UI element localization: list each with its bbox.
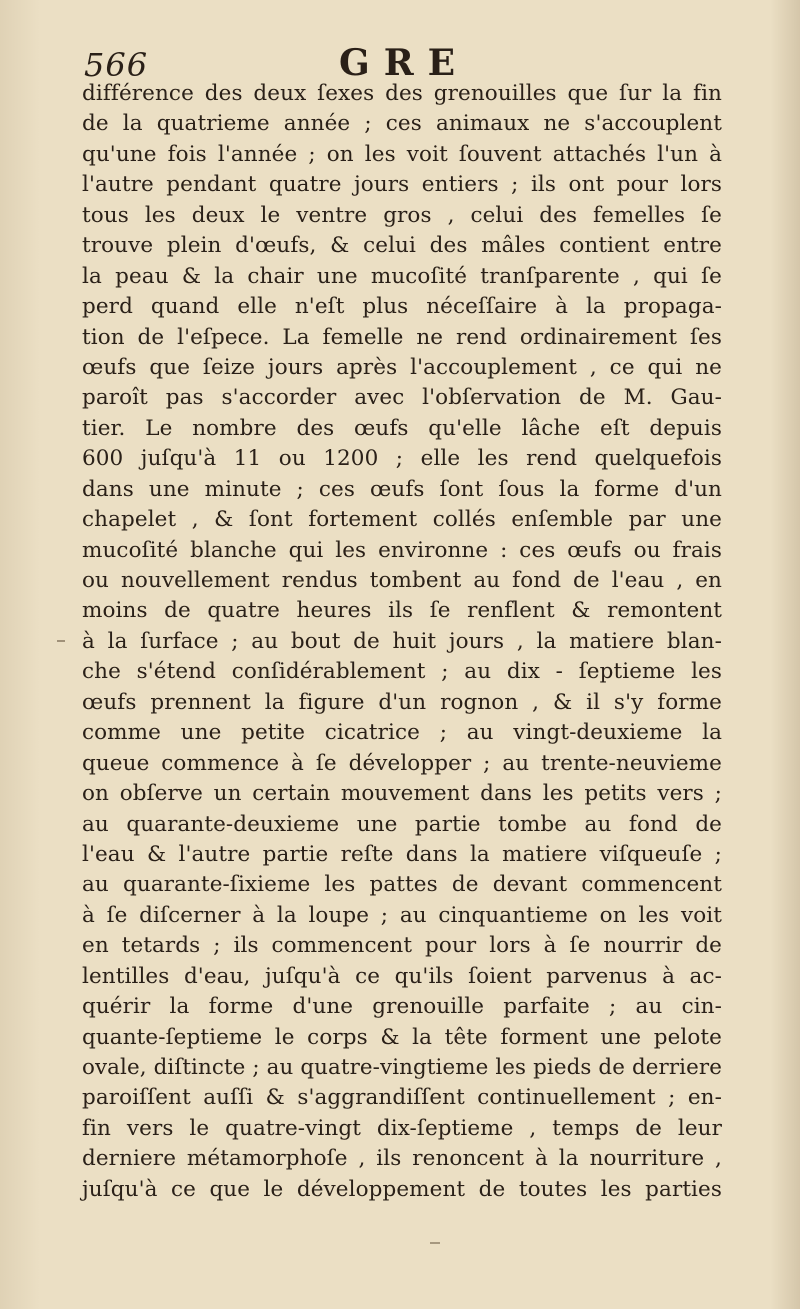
text-line: derniere métamorphoſe , ils renoncent à la nourriture , [82,1146,722,1172]
text-line: che s'étend conſidérablement ; au dix - ſeptieme les [82,659,722,685]
text-line: à la ſurface ; au bout de huit jours , la matiere blan- [82,628,722,654]
text-line: comme une petite cicatrice ; au vingt-deuxieme la [82,720,722,746]
text-line: qu'une fois l'année ; on les voit ſouvent attachés l'un à [82,141,722,167]
text-line: œufs que ſeize jours après l'accouplement , ce qui ne [82,354,722,380]
text-line: la peau & la chair une mucoſité tranſparente , qui ſe [82,263,722,289]
text-line: dans une minute ; ces œufs ſont ſous la forme d'un [82,476,722,502]
text-line: tier. Le nombre des œufs qu'elle lâche eſt depuis [82,415,722,441]
text-line: quante-ſeptieme le corps & la tête forment une pelote [82,1024,722,1050]
text-line: paroiſſent auſſi & s'aggrandiſſent continuellement ; en- [82,1085,722,1111]
margin-mark [57,640,65,642]
running-head: GRE [339,42,470,84]
text-line: quérir la forme d'une grenouille parfaite ; au cin- [82,994,722,1020]
text-line: paroît pas s'accorder avec l'obſervation de M. Gau- [82,385,722,411]
text-line: 600 juſqu'à 11 ou 1200 ; elle les rend quelquefois [82,446,722,472]
text-line: l'eau & l'autre partie reſte dans la matiere viſqueuſe ; [82,841,722,867]
body-text [82,79,722,1205]
text-line: au quarante-ſixieme les pattes de devant commencent [82,872,722,898]
text-line: œufs prennent la figure d'un rognon , & il s'y forme [82,689,722,715]
text-line: mucoſité blanche qui les environne : ces œufs ou frais [82,537,722,563]
text-line: de la quatrieme année ; ces animaux ne s'accouplent [82,111,722,137]
text-line: queue commence à ſe développer ; au trente-neuvieme [82,750,722,776]
page-number: 566 [84,46,149,84]
text-line: lentilles d'eau, juſqu'à ce qu'ils ſoient parvenus à ac- [82,963,722,989]
text-line: trouve plein d'œufs, & celui des mâles contient entre [82,233,722,259]
ink-dash [430,1242,440,1244]
text-line: on obſerve un certain mouvement dans les petits vers ; [82,781,722,807]
text-line: ovale, diſtincte ; au quatre-vingtieme les pieds de derriere [82,1055,722,1080]
text-line: tion de l'eſpece. La femelle ne rend ordinairement ſes [82,324,722,350]
text-line: au quarante-deuxieme une partie tombe au fond de [82,811,722,837]
text-line: en tetards ; ils commencent pour lors à ſe nourrir de [82,933,722,959]
text-line: l'autre pendant quatre jours entiers ; ils ont pour lors [82,172,722,198]
text-line: fin vers le quatre-vingt dix-ſeptieme , temps de leur [82,1115,722,1141]
text-line: perd quand elle n'eſt plus néceſſaire à la propaga- [82,294,722,320]
text-line: tous les deux le ventre gros , celui des femelles ſe [82,202,722,228]
text-line: juſqu'à ce que le développement de toutes les parties [82,1176,722,1202]
text-line: à ſe diſcerner à la loupe ; au cinquantieme on les voit [82,902,722,928]
text-line: ou nouvellement rendus tombent au fond de l'eau , en [82,568,722,593]
text-line: différence des deux ſexes des grenouilles que ſur la fin [82,81,722,106]
text-line: chapelet , & ſont fortement collés enſemble par une [82,507,722,533]
text-line: moins de quatre heures ils ſe renflent & remontent [82,598,722,624]
